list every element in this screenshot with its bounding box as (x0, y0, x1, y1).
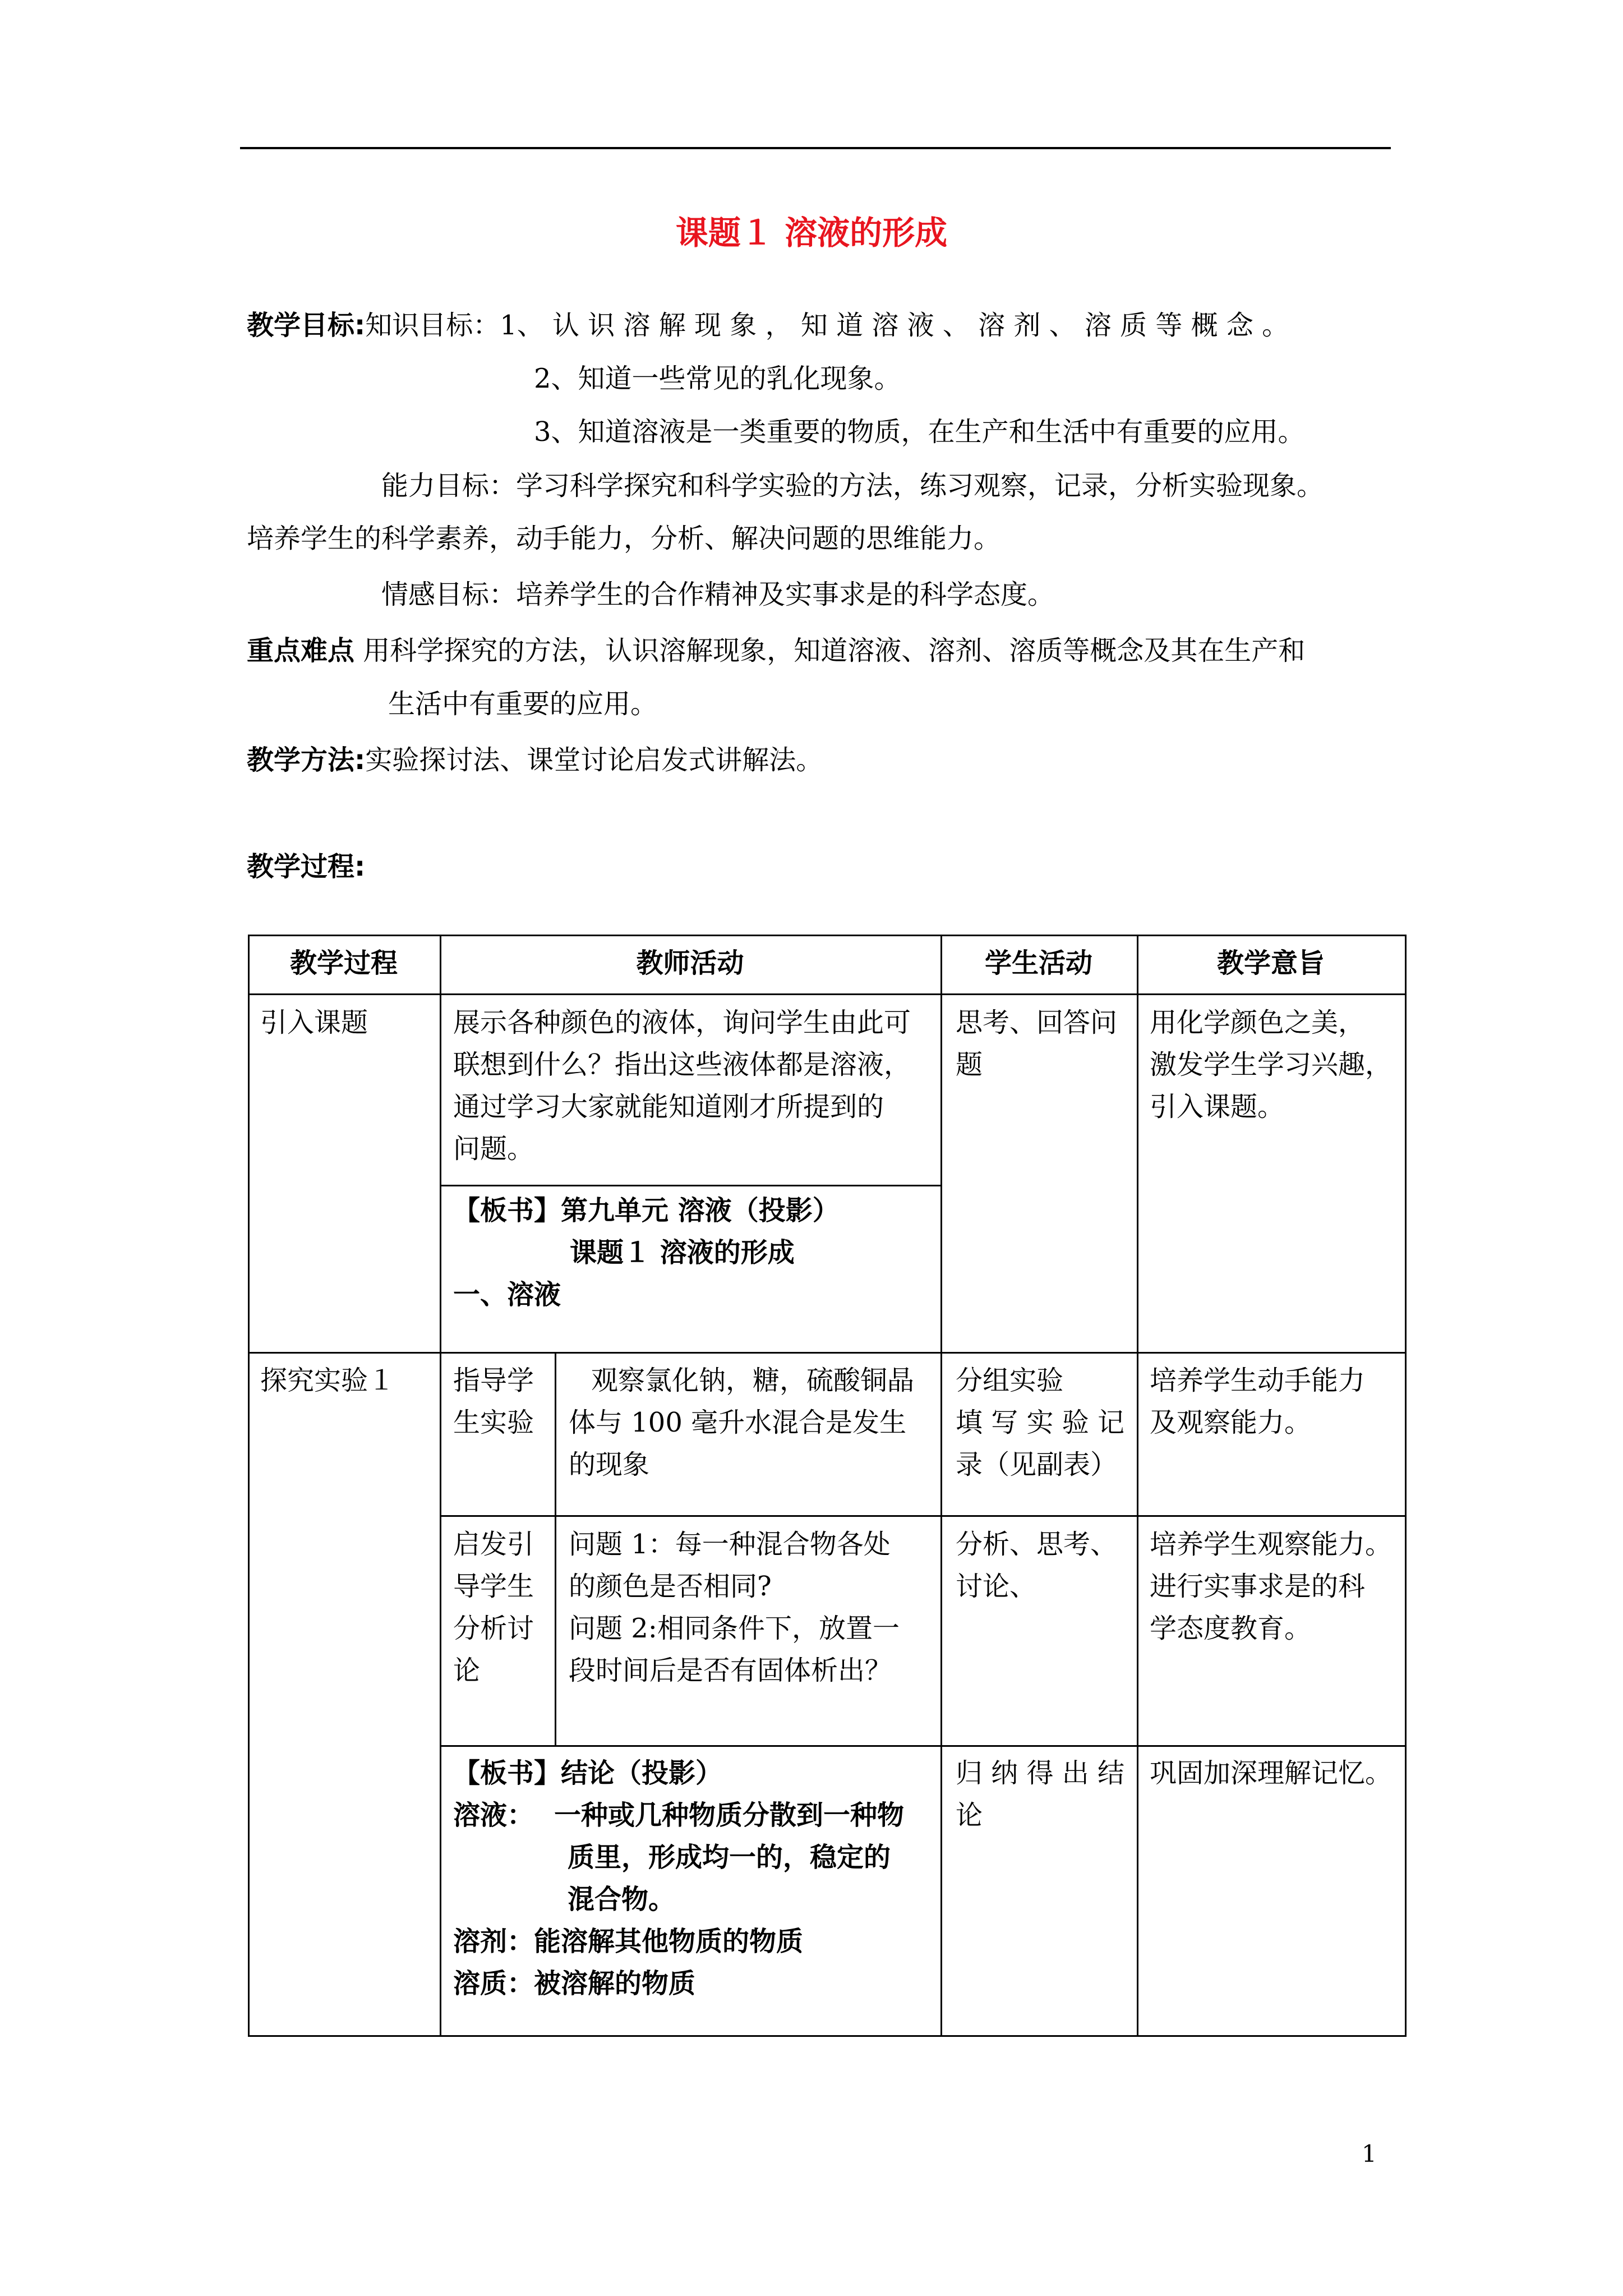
discuss-label-line: 论 (453, 1655, 481, 1686)
discuss-purpose-line: 进行实事求是的科 (1150, 1571, 1366, 1602)
col-divider-1 (440, 935, 441, 2037)
header-purpose: 教学意旨 (1216, 947, 1325, 979)
emotion-goal: 情感目标：培养学生的合作精神及实事求是的科学态度。 (381, 579, 1055, 610)
conclusion-board (453, 1752, 905, 2005)
intro-student-line: 题 (956, 1049, 983, 1080)
header-divider (248, 993, 1407, 995)
conclusion-student-line: 论 (956, 1800, 983, 1831)
guide-purpose-line: 培养学生动手能力 (1150, 1365, 1366, 1396)
header-rule (240, 147, 1391, 149)
guide-label (453, 1360, 534, 1444)
key-points-line1: 用科学探究的方法，认识溶解现象，知道溶液、溶剂、溶质等概念及其在生产和 (363, 635, 1306, 666)
solution-label: 溶液： (453, 1800, 534, 1831)
table-border-bottom (248, 2035, 1407, 2037)
key-points-row (247, 634, 1305, 668)
guide-purpose-line: 及观察能力。 (1150, 1407, 1312, 1438)
intro-purpose-line: 激发学生学习兴趣， (1150, 1049, 1393, 1080)
conclusion-heading: 【板书】结论（投影） (453, 1757, 723, 1789)
discuss-purpose (1150, 1524, 1392, 1650)
intro-teacher-line: 问题。 (453, 1133, 534, 1165)
intro-teacher-line: 展示各种颜色的液体，询问学生由此可 (453, 1007, 911, 1038)
guide-row-divider (440, 1515, 1407, 1517)
guide-student-line: 录（见副表） (956, 1449, 1118, 1480)
solution-def-line: 一种或几种物质分散到一种物 (554, 1800, 905, 1831)
conclusion-student (956, 1752, 1124, 1837)
col-divider-2 (940, 935, 942, 2037)
board-lesson-title: 课题１ 溶液的形成 (570, 1237, 795, 1268)
intro-teacher-line: 通过学习大家就能知道刚才所提到的 (453, 1091, 884, 1122)
discuss-text-line: 段时间后是否有固体析出？ (569, 1655, 892, 1686)
intro-stage: 引入课题 (260, 1007, 368, 1038)
discuss-student-line: 分析、思考、 (956, 1529, 1118, 1560)
sub-col-divider (555, 1352, 556, 1745)
guide-student (956, 1360, 1124, 1486)
discuss-text-line: 的颜色是否相同? (569, 1571, 772, 1602)
guide-student-line: 填 写 实 验 记 (956, 1407, 1125, 1438)
methods-text: 实验探讨法、课堂讨论启发式讲解法。 (365, 744, 823, 776)
guide-student-line: 分组实验 (956, 1365, 1064, 1396)
guide-label-line: 生实验 (453, 1407, 534, 1438)
board-section-title: 一、溶液 (453, 1279, 561, 1310)
guide-text-line: 观察氯化钠，糖，硫酸铜晶 (591, 1365, 915, 1396)
key-points-label: 重点难点 (247, 635, 355, 666)
discuss-text-line: 问题 2:相同条件下，放置一 (569, 1613, 900, 1644)
discuss-label-line: 启发引 (453, 1529, 534, 1560)
knowledge-goal-3: 3、知道溶液是一类重要的物质，在生产和生活中有重要的应用。 (534, 416, 1305, 448)
solution-definition-text (554, 1795, 904, 1921)
intro-row-divider (248, 1352, 1407, 1354)
intro-teacher (453, 1002, 911, 1170)
ability-goal-line1: 能力目标：学习科学探究和科学实验的方法，练习观察，记录，分析实验现象。 (381, 470, 1324, 501)
discuss-purpose-line: 培养学生观察能力。 (1150, 1529, 1393, 1560)
board-unit-title: 【板书】第九单元 溶液（投影） (453, 1195, 840, 1226)
solution-definition (453, 1795, 905, 1921)
guide-purpose (1150, 1360, 1365, 1444)
objectives-row (247, 309, 1289, 342)
knowledge-goal-1: 1、 认 识 溶 解 现 象 ， 知 道 溶 液 、 溶 剂 、 溶 质 等 概 念 。 (500, 310, 1289, 341)
table-border-left (248, 935, 250, 2037)
discuss-label-line: 分析讨 (453, 1613, 534, 1644)
solvent-definition: 溶剂：能溶解其他物质的物质 (453, 1926, 804, 1957)
table-border-right (1405, 935, 1407, 2037)
solute-definition: 溶质：被溶解的物质 (453, 1968, 696, 1999)
col-divider-3 (1137, 935, 1138, 2037)
knowledge-goal-2: 2、知道一些常见的乳化现象。 (534, 363, 901, 394)
intro-purpose-line: 引入课题。 (1150, 1091, 1285, 1122)
header-teacher: 教师活动 (636, 947, 744, 979)
knowledge-label: 知识目标： (365, 310, 500, 341)
intro-student-line: 思考、回答问 (956, 1007, 1118, 1038)
discuss-label (453, 1524, 534, 1692)
intro-teacher-line: 联想到什么？指出这些液体都是溶液， (453, 1049, 911, 1080)
discuss-purpose-line: 学态度教育。 (1150, 1613, 1312, 1644)
solution-def-line: 质里，形成均一的，稳定的 (568, 1842, 891, 1873)
exp1-stage: 探究实验１ (260, 1365, 395, 1396)
conclusion-purpose: 巩固加深理解记忆。 (1150, 1757, 1393, 1789)
process-label: 教学过程: (247, 851, 366, 882)
solution-def-line: 混合物。 (568, 1884, 676, 1915)
header-student: 学生活动 (984, 947, 1092, 979)
ability-goal-line2: 培养学生的科学素养，动手能力，分析、解决问题的思维能力。 (247, 523, 1001, 554)
intro-purpose-line: 用化学颜色之美， (1150, 1007, 1366, 1038)
intro-student (956, 1002, 1117, 1086)
methods-row (247, 743, 823, 777)
intro-board (453, 1190, 840, 1316)
intro-board-divider (440, 1185, 940, 1186)
guide-text (569, 1360, 914, 1486)
discuss-text (569, 1524, 900, 1692)
discuss-row-divider (440, 1745, 1407, 1747)
discuss-student-line: 讨论、 (956, 1571, 1037, 1602)
objectives-label: 教学目标: (247, 310, 366, 341)
lesson-process-table (248, 935, 1407, 2037)
discuss-label-line: 导学生 (453, 1571, 534, 1602)
methods-label: 教学方法: (247, 744, 366, 776)
table-border-top (248, 935, 1407, 936)
guide-text-line: 的现象 (569, 1449, 650, 1480)
conclusion-student-line: 归 纳 得 出 结 (956, 1757, 1125, 1789)
guide-text-line: 体与 100 毫升水混合是发生 (569, 1407, 907, 1438)
guide-label-line: 指导学 (453, 1365, 534, 1396)
page-number: 1 (1362, 2140, 1377, 2168)
intro-purpose (1150, 1002, 1392, 1128)
key-points-line2: 生活中有重要的应用。 (388, 688, 658, 720)
discuss-student (956, 1524, 1117, 1608)
page-title: 课题１ 溶液的形成 (675, 214, 948, 252)
header-stage: 教学过程 (289, 947, 398, 979)
discuss-text-line: 问题 1：每一种混合物各处 (569, 1529, 891, 1560)
